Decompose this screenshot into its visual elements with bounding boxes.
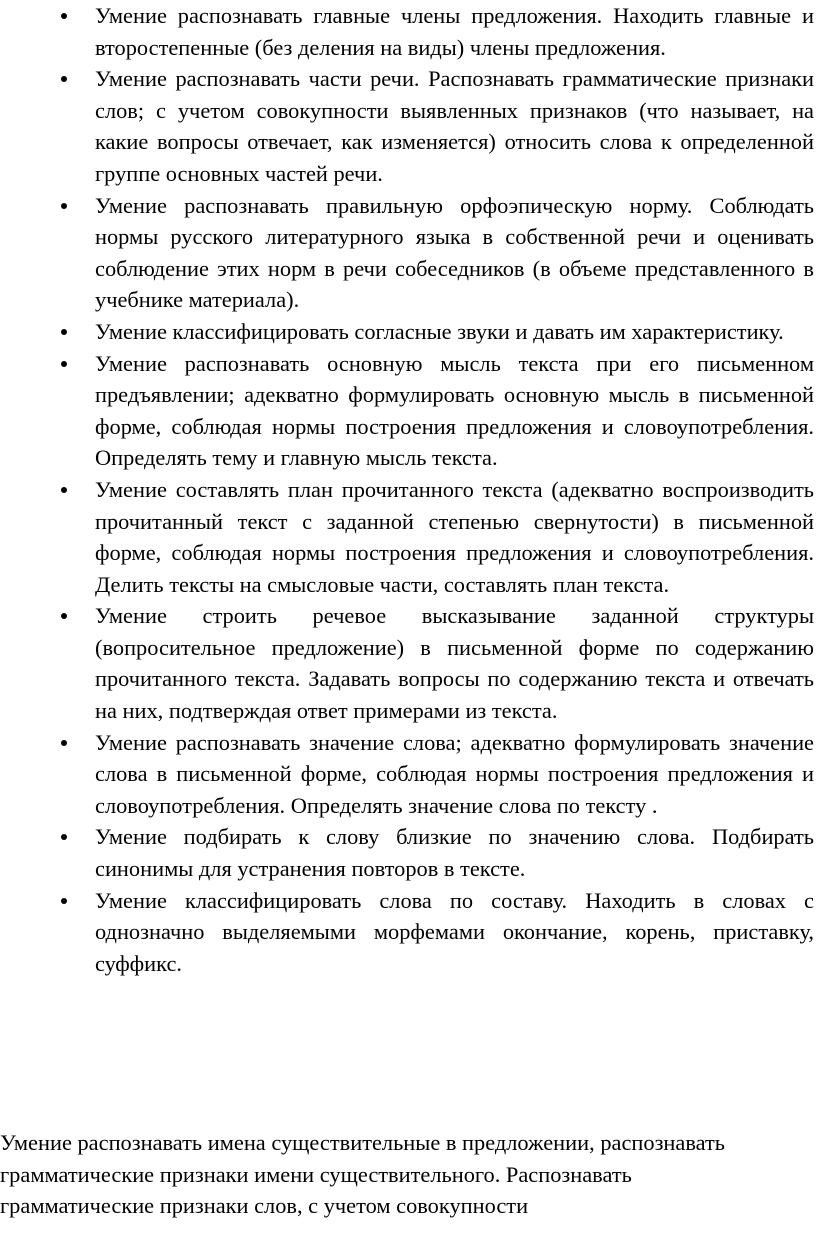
list-item: [0, 190, 816, 316]
bullet-icon: [61, 834, 67, 840]
list-item-text: Умение распознавать главные члены предложения. Находить главные и второстепенные (без деления на виды) члены предложения.: [95, 3, 814, 60]
bullet-icon: [61, 76, 67, 82]
list-item-text: Умение распознавать правильную орфоэпическую норму. Соблюдать нормы русского литературного языка в собственной речи и оценивать соблюдение этих норм в речи собеседников (в объеме представленного в учебнике материала).: [95, 192, 814, 313]
bullet-icon: [61, 203, 67, 209]
paragraph-line: грамматические признаки слов, с учетом совокупности: [0, 1193, 529, 1219]
list-item-text: Умение составлять план прочитанного текста (адекватно воспроизводить прочитанный текст с заданной степенью свернутости) в письменной форме, соблюдая нормы построения предложения и словоупотребления. Делить тексты на смысловые части, составлять план текста.: [95, 476, 814, 597]
list-item: [0, 474, 816, 600]
list-item: [0, 727, 816, 822]
list-item: [0, 0, 816, 63]
list-item-text: Умение подбирать к слову близкие по значению слова. Подбирать синонимы для устранения повторов в тексте.: [95, 824, 814, 882]
list-item: [0, 885, 816, 980]
bullet-icon: [61, 329, 67, 335]
paragraph-line: грамматические признаки имени существительного. Распознавать: [0, 1161, 632, 1187]
bullet-icon: [61, 13, 67, 19]
body-paragraph: [0, 1127, 816, 1222]
list-item-text: Умение классифицировать согласные звуки и давать им характеристику.: [95, 318, 784, 344]
list-item: [0, 316, 816, 348]
list-item-text: Умение классифицировать слова по составу. Находить в словах с однозначно выделяемыми морфемами окончание, корень, приставку, суффикс.: [95, 887, 814, 976]
list-item-text: Умение распознавать основную мысль текста при его письменном предъявлении; адекватно формулировать основную мысль в письменной форме, соблюдая нормы построения предложения и словоупотребления. Определять тему и главную мысль текста.: [95, 350, 814, 471]
list-item: [0, 600, 816, 726]
list-item: [0, 821, 816, 884]
paragraph-line: Умение распознавать имена существительные в предложении, распознавать: [0, 1130, 725, 1155]
list-item: [0, 348, 816, 474]
bullet-icon: [61, 361, 67, 367]
bullet-icon: [61, 898, 67, 904]
bullet-icon: [61, 740, 67, 746]
list-item-text: Умение распознавать части речи. Распознавать грамматические признаки слов; с учетом совокупности выявленных признаков (что называет, на какие вопросы отвечает, как изменяется) относить слова к определенной группе основных частей речи.: [95, 66, 814, 186]
list-item-text: Умение строить речевое высказывание заданной структуры (вопросительное предложение) в письменной форме по содержанию прочитанного текста. Задавать вопросы по содержанию текста и отвечать на них, подтверждая ответ примерами из текста.: [95, 603, 814, 724]
list-item-text: Умение распознавать значение слова; адекватно формулировать значение слова в письменной форме, соблюдая нормы построения предложения и словоупотребления. Определять значение слова по тексту .: [95, 729, 814, 818]
bullet-icon: [61, 487, 67, 493]
bullet-icon: [61, 613, 67, 619]
list-item: [0, 63, 816, 189]
